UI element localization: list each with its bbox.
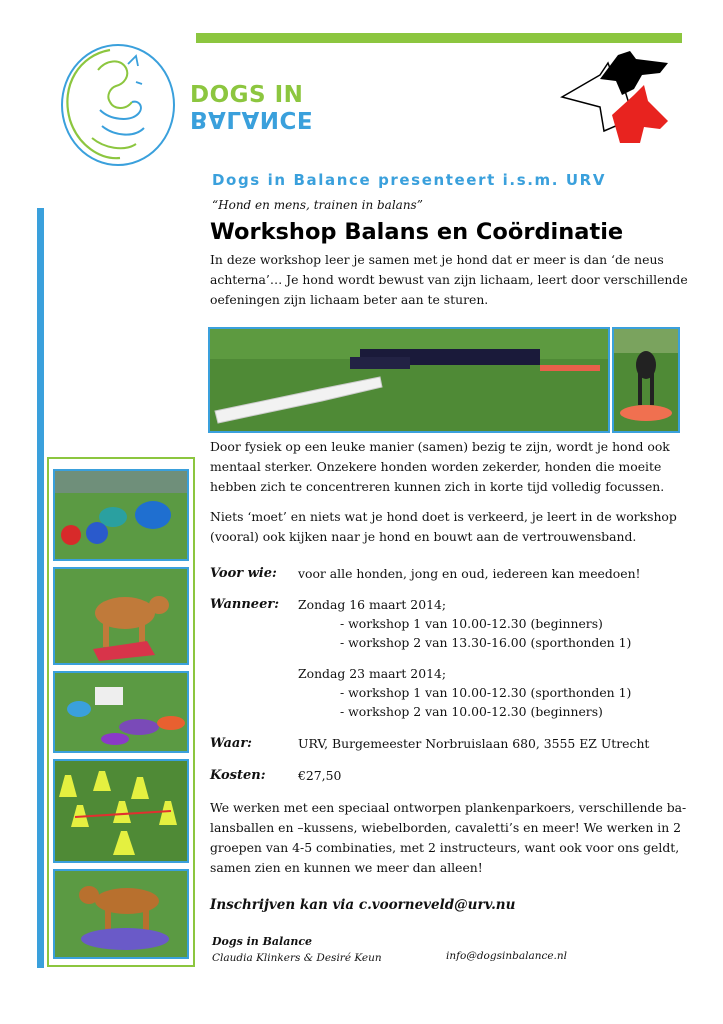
top-green-bar xyxy=(196,33,682,43)
where-value: URV, Burgemeester Norbruislaan 680, 3555 EZ Utrecht xyxy=(298,736,650,751)
dog-on-cushion-photo xyxy=(53,567,189,665)
intro-paragraph xyxy=(210,250,700,310)
presents-heading: Dogs in Balance presenteert i.s.m. URV xyxy=(212,171,607,189)
signup-line[interactable]: Inschrijven kan via c.voorneveld@urv.nu xyxy=(210,897,516,913)
date-2-workshop-1: - workshop 1 van 10.00-12.30 (sporthonden 1) xyxy=(340,685,632,700)
approach-paragraph xyxy=(210,507,700,547)
dogs-in-balance-logo xyxy=(40,40,180,170)
balance-course-photo xyxy=(208,327,610,433)
closing-line: lansballen en –kussens, wiebelborden, cavaletti’s en meer! We werken in 2 xyxy=(210,820,682,835)
brand-name-line2-mirrored: BALANCE xyxy=(190,106,314,132)
photo-column xyxy=(47,457,195,967)
dog-on-disc-photo xyxy=(53,869,189,959)
closing-line: We werken met een speciaal ontworpen plankenparkoers, verschillende ba- xyxy=(210,800,687,815)
page-title: Workshop Balans en Coördinatie xyxy=(210,219,624,245)
body-line: mentaal sterker. Onzekere honden worden zekerder, honden die moeite xyxy=(210,459,662,474)
cost-label: Kosten: xyxy=(210,768,266,783)
closing-line: samen zien en kunnen we meer dan alleen! xyxy=(210,860,483,875)
tagline: “Hond en mens, trainen in balans” xyxy=(212,198,423,212)
date-1-workshop-1: - workshop 1 van 10.00-12.30 (beginners) xyxy=(340,616,603,631)
equipment-photo xyxy=(53,671,189,753)
date-1: Zondag 16 maart 2014; xyxy=(298,597,447,612)
urv-logo xyxy=(560,45,680,150)
body-line: hebben zich te concentreren kunnen zich in korte tijd volledig focussen. xyxy=(210,479,665,494)
who-value: voor alle honden, jong en oud, iedereen kan meedoen! xyxy=(298,566,641,581)
date-2: Zondag 23 maart 2014; xyxy=(298,666,447,681)
urv-dogs-silhouette-icon xyxy=(560,45,680,150)
closing-paragraph xyxy=(210,798,700,878)
dog-on-board-photo xyxy=(612,327,680,433)
cones-photo xyxy=(53,759,189,863)
left-blue-bar xyxy=(37,208,44,968)
body-line: Niets ‘moet’ en niets wat je hond doet is verkeerd, je leert in de workshop xyxy=(210,509,677,524)
date-1-workshop-2: - workshop 2 van 13.30-16.00 (sporthonden 1) xyxy=(340,635,632,650)
balance-balls-photo xyxy=(53,469,189,561)
body-line: Door fysiek op een leuke manier (samen) bezig te zijn, wordt je hond ook xyxy=(210,439,670,454)
intro-line: In deze workshop leer je samen met je hond dat er meer is dan ‘de neus xyxy=(210,252,664,267)
date-2-workshop-2: - workshop 2 van 10.00-12.30 (beginners) xyxy=(340,704,603,719)
benefits-paragraph xyxy=(210,437,700,497)
dog-cat-line-logo-icon xyxy=(40,40,180,170)
where-label: Waar: xyxy=(210,736,252,751)
intro-line: achterna’… Je hond wordt bewust van zijn lichaam, leert door verschillende xyxy=(210,272,688,287)
when-label: Wanneer: xyxy=(210,597,279,612)
cost-value: €27,50 xyxy=(298,768,342,783)
footer-people: Claudia Klinkers & Desiré Keun xyxy=(212,952,382,964)
brand-name-line1: DOGS IN xyxy=(190,82,304,108)
footer-email[interactable]: info@dogsinbalance.nl xyxy=(446,950,568,962)
footer-org: Dogs in Balance xyxy=(212,935,313,948)
intro-line: oefeningen zijn lichaam beter aan te sturen. xyxy=(210,292,489,307)
who-label: Voor wie: xyxy=(210,566,277,581)
body-line: (vooral) ook kijken naar je hond en bouwt aan de vertrouwensband. xyxy=(210,529,637,544)
closing-line: groepen van 4-5 combinaties, met 2 instructeurs, want ook voor ons geldt, xyxy=(210,840,680,855)
